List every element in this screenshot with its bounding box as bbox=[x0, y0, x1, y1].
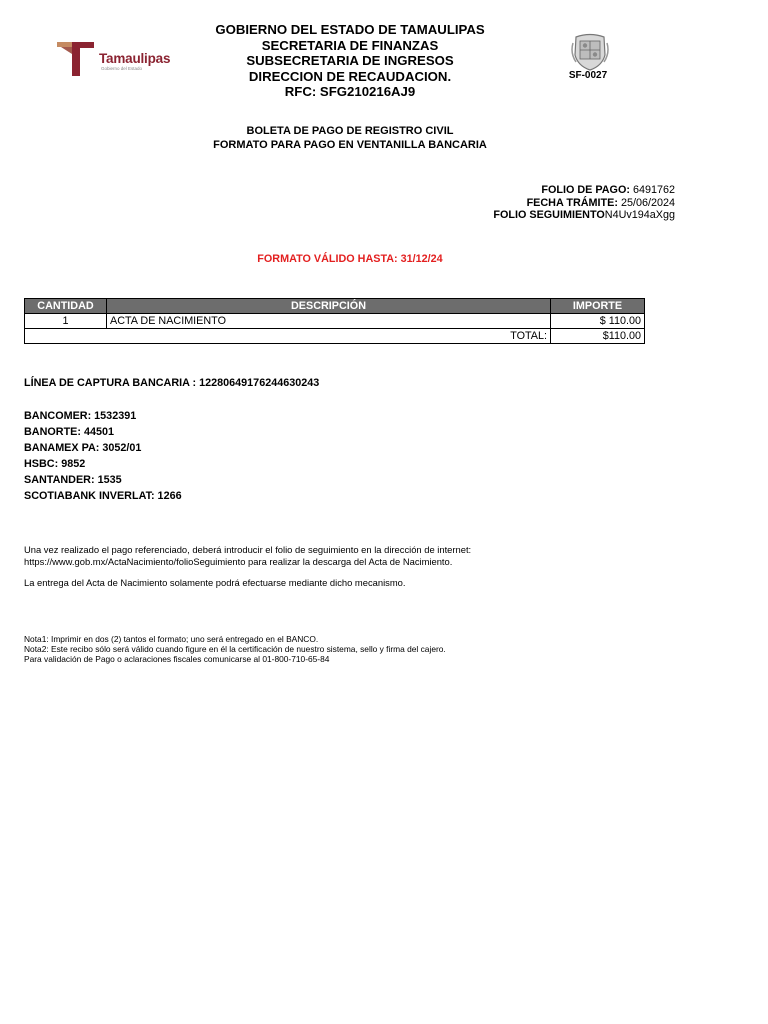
coat-of-arms-icon bbox=[570, 33, 610, 71]
nota-2: Nota2: Este recibo sólo será válido cuando figure en él la certificación de nuestro sistema, sello y firma del cajero. bbox=[24, 644, 446, 655]
column-header-cantidad: CANTIDAD bbox=[25, 299, 107, 314]
folio-seguimiento-value: N4Uv194aXgg bbox=[604, 209, 675, 222]
notes-block bbox=[24, 634, 624, 665]
agency-header bbox=[150, 22, 550, 100]
cell-importe: $ 110.00 bbox=[551, 314, 645, 329]
linea-captura: LÍNEA DE CAPTURA BANCARIA : 12280649176244630243 bbox=[24, 377, 320, 389]
logo-tagline: Gobierno del Estado bbox=[101, 66, 143, 71]
table-header-row bbox=[25, 299, 645, 314]
folio-pago-value: 6491762 bbox=[629, 184, 675, 196]
state-seal bbox=[570, 33, 610, 71]
form-code: SF-0027 bbox=[568, 70, 608, 81]
logo-name: Tamaulipas bbox=[99, 51, 171, 66]
bank-hsbc: HSBC: 9852 bbox=[24, 458, 86, 470]
folio-seguimiento-row bbox=[493, 209, 675, 222]
instructions-line-2: https://www.gob.mx/ActaNacimiento/folioSeguimiento para realizar la descarga del Acta de Nacimiento. bbox=[24, 555, 453, 567]
bank-references bbox=[24, 408, 182, 504]
header-line-subsecretaria: SUBSECRETARIA DE INGRESOS bbox=[246, 53, 454, 69]
bank-scotiabank: SCOTIABANK INVERLAT: 1266 bbox=[24, 490, 182, 502]
document-title bbox=[150, 125, 550, 152]
bank-banorte: BANORTE: 44501 bbox=[24, 426, 115, 438]
instructions-line-1: Una vez realizado el pago referenciado, deberá introducir el folio de seguimiento en la dirección de internet: bbox=[24, 544, 472, 555]
folio-block bbox=[493, 184, 675, 222]
instructions-text bbox=[24, 544, 624, 567]
payment-items-table bbox=[24, 298, 645, 344]
folio-pago-label: FOLIO DE PAGO: bbox=[541, 184, 630, 196]
total-row bbox=[25, 329, 645, 344]
folio-pago-row bbox=[493, 184, 675, 197]
folio-seguimiento-label: FOLIO SEGUIMIENTO bbox=[493, 209, 605, 222]
table-row bbox=[25, 314, 645, 329]
title-line-formato: FORMATO PARA PAGO EN VENTANILLA BANCARIA bbox=[213, 138, 487, 151]
validity-notice: FORMATO VÁLIDO HASTA: 31/12/24 bbox=[257, 253, 443, 265]
header-line-secretaria: SECRETARIA DE FINANZAS bbox=[261, 37, 439, 53]
header-line-direccion: DIRECCION DE RECAUDACION. bbox=[248, 68, 452, 84]
cell-descripcion: ACTA DE NACIMIENTO bbox=[107, 314, 551, 329]
total-value: $110.00 bbox=[551, 329, 645, 344]
fecha-tramite-row bbox=[493, 197, 675, 210]
delivery-notice: La entrega del Acta de Nacimiento solamente podrá efectuarse mediante dicho mecanismo. bbox=[24, 577, 406, 588]
fecha-tramite-label: FECHA TRÁMITE: bbox=[526, 196, 618, 209]
bank-banamex: BANAMEX PA: 3052/01 bbox=[24, 442, 142, 454]
tamaulipas-emblem-icon bbox=[56, 38, 98, 78]
header-line-government: GOBIERNO DEL ESTADO DE TAMAULIPAS bbox=[215, 22, 485, 37]
bank-bancomer: BANCOMER: 1532391 bbox=[24, 410, 137, 422]
fecha-tramite-value: 25/06/2024 bbox=[617, 196, 675, 209]
nota-1: Nota1: Imprimir en dos (2) tantos el formato; uno será entregado en el BANCO. bbox=[24, 634, 319, 644]
cell-cantidad: 1 bbox=[25, 314, 107, 329]
total-label: TOTAL: bbox=[25, 329, 551, 344]
nota-contacto: Para validación de Pago o aclaraciones fiscales comunicarse al 01-800-710-65-84 bbox=[24, 654, 330, 665]
bank-santander: SANTANDER: 1535 bbox=[24, 474, 122, 486]
column-header-importe: IMPORTE bbox=[551, 299, 645, 314]
column-header-descripcion: DESCRIPCIÓN bbox=[107, 299, 551, 314]
header-line-rfc: RFC: SFG210216AJ9 bbox=[284, 84, 416, 100]
title-line-boleta: BOLETA DE PAGO DE REGISTRO CIVIL bbox=[246, 125, 454, 137]
